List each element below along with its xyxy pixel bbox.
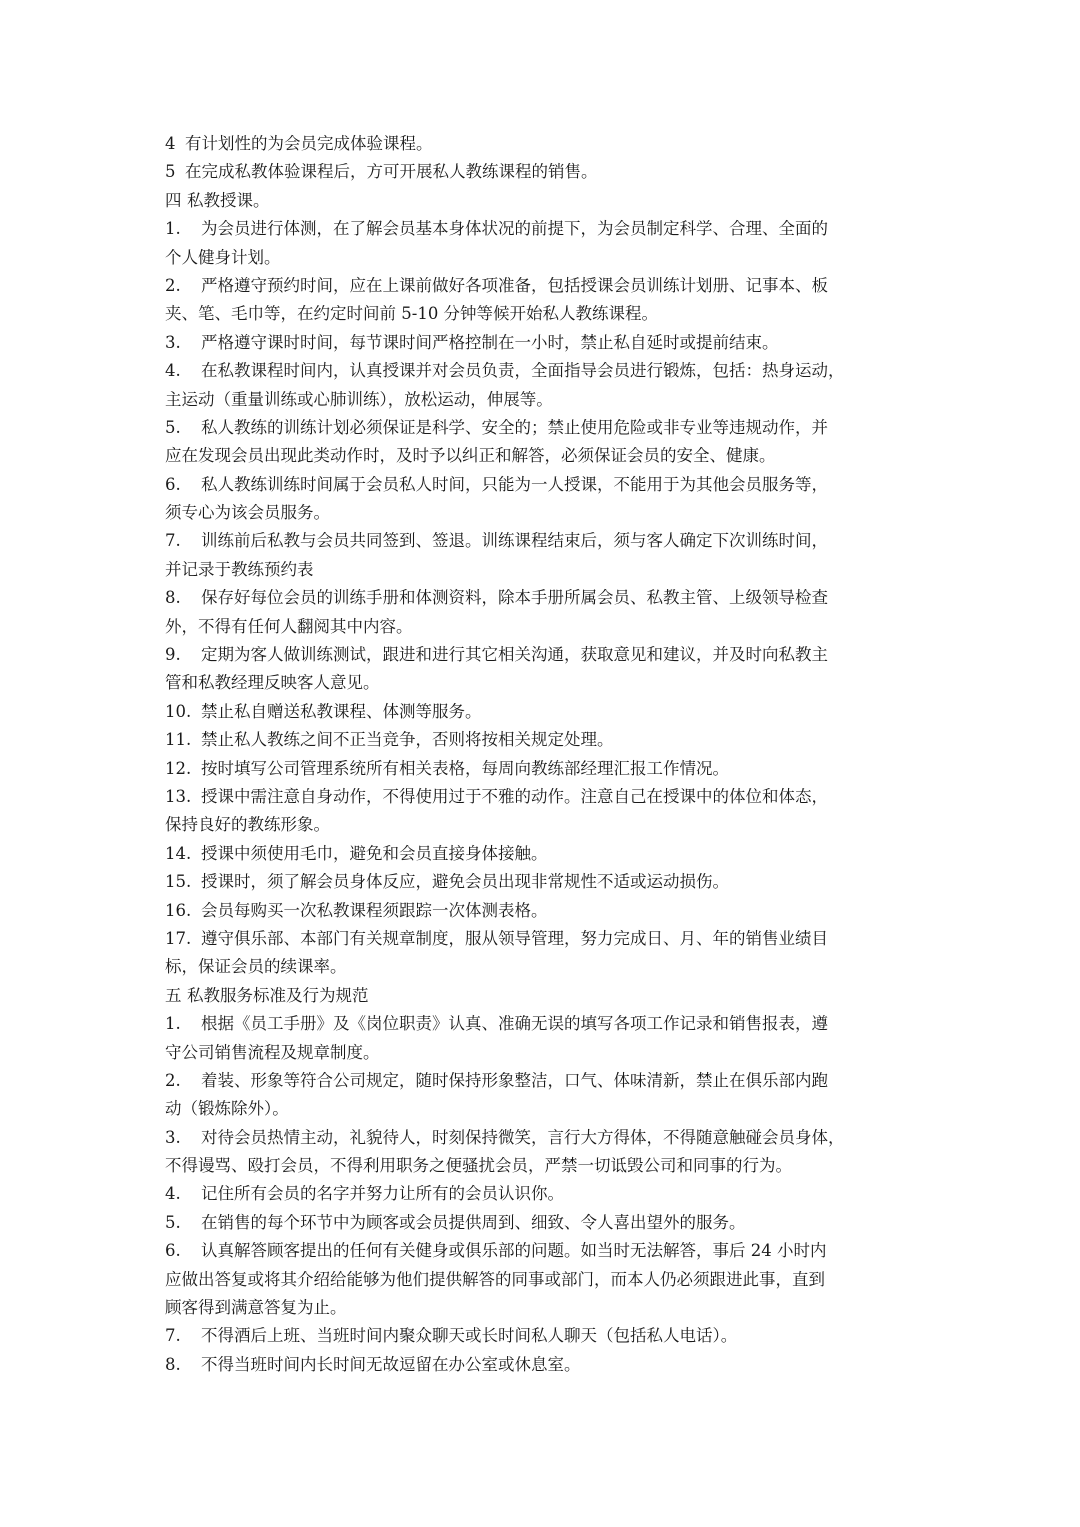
item-number: 6.	[165, 1241, 181, 1261]
item-continuation: 应做出答复或将其介绍给能够为他们提供解答的同事或部门，而本人仍必须跟进此事，直到	[165, 1269, 825, 1289]
list-item	[165, 414, 917, 471]
item-continuation: 顾客得到满意答复为止。	[165, 1298, 347, 1318]
list-item	[165, 527, 917, 584]
item-number: 17.	[165, 928, 192, 948]
item-number: 16.	[165, 900, 192, 920]
list-item	[165, 357, 917, 414]
item-number: 15.	[165, 872, 192, 892]
item-text: 在私教课程时间内，认真授课并对会员负责，全面指导会员进行锻炼，包括：热身运动，	[201, 361, 845, 381]
text-line	[165, 755, 917, 783]
section-heading	[165, 187, 917, 215]
text-line	[165, 641, 917, 669]
item-continuation: 守公司销售流程及规章制度。	[165, 1042, 380, 1062]
item-text: 在完成私教体验课程后，方可开展私人教练课程的销售。	[185, 162, 598, 182]
text-line	[165, 130, 917, 158]
list-item	[165, 471, 917, 528]
text-line	[165, 840, 917, 868]
item-number: 10.	[165, 701, 192, 721]
item-text: 定期为客人做训练测试，跟进和进行其它相关沟通，获取意见和建议，并及时向私教主	[201, 645, 828, 665]
item-number: 12.	[165, 758, 192, 778]
text-line	[165, 527, 917, 555]
document-page	[165, 130, 917, 1379]
item-continuation: 须专心为该会员服务。	[165, 503, 330, 523]
item-number: 3.	[165, 332, 181, 352]
item-text: 禁止私人教练之间不正当竞争，否则将按相关规定处理。	[201, 730, 614, 750]
text-line	[165, 897, 917, 925]
item-continuation: 主运动（重量训练或心肺训练），放松运动，伸展等。	[165, 389, 553, 409]
item-continuation: 个人健身计划。	[165, 247, 281, 267]
item-continuation: 并记录于教练预约表	[165, 559, 314, 579]
text-line	[165, 925, 917, 953]
item-number: 6.	[165, 474, 181, 494]
item-text: 授课中须使用毛巾，避免和会员直接身体接触。	[201, 843, 548, 863]
list-item	[165, 329, 917, 357]
list-item	[165, 215, 917, 272]
item-text: 私教授课。	[187, 190, 270, 210]
item-number: 7.	[165, 531, 181, 551]
item-text: 根据《员工手册》及《岗位职责》认真、准确无误的填写各项工作记录和销售报表，遵	[201, 1014, 828, 1034]
item-number: 7.	[165, 1326, 181, 1346]
item-text: 对待会员热情主动，礼貌待人，时刻保持微笑，言行大方得体，不得随意触碰会员身体，	[201, 1127, 845, 1147]
item-text: 按时填写公司管理系统所有相关表格，每周向教练部经理汇报工作情况。	[201, 758, 729, 778]
item-number: 3.	[165, 1127, 181, 1147]
item-continuation: 保持良好的教练形象。	[165, 815, 330, 835]
document-body	[165, 130, 917, 1379]
text-line	[165, 584, 917, 612]
list-item	[165, 925, 917, 982]
text-line	[165, 1209, 917, 1237]
item-text: 在销售的每个环节中为顾客或会员提供周到、细致、令人喜出望外的服务。	[201, 1212, 746, 1232]
item-text: 不得酒后上班、当班时间内聚众聊天或长时间私人聊天（包括私人电话）。	[201, 1326, 738, 1346]
item-number: 8.	[165, 1354, 181, 1374]
item-continuation: 标，保证会员的续课率。	[165, 957, 347, 977]
text-line	[165, 329, 917, 357]
item-continuation: 夹、笔、毛巾等，在约定时间前 5-10 分钟等候开始私人教练课程。	[165, 304, 659, 324]
item-number: 1.	[165, 219, 181, 239]
list-item	[165, 272, 917, 329]
text-line	[165, 783, 917, 811]
item-text: 不得当班时间内长时间无故逗留在办公室或休息室。	[201, 1354, 581, 1374]
text-line	[165, 215, 917, 243]
section-heading	[165, 982, 917, 1010]
list-item	[165, 1010, 917, 1067]
list-item	[165, 783, 917, 840]
list-item	[165, 1124, 917, 1181]
list-item	[165, 698, 917, 726]
item-number: 14.	[165, 843, 192, 863]
list-item	[165, 1067, 917, 1124]
item-text: 私教服务标准及行为规范	[187, 985, 369, 1005]
item-text: 会员每购买一次私教课程须跟踪一次体测表格。	[201, 900, 548, 920]
item-text: 着装、形象等符合公司规定，随时保持形象整洁，口气、体味清新，禁止在俱乐部内跑	[201, 1070, 828, 1090]
item-number: 1.	[165, 1014, 181, 1034]
item-text: 为会员进行体测，在了解会员基本身体状况的前提下，为会员制定科学、合理、全面的	[201, 219, 828, 239]
text-line	[165, 1351, 917, 1379]
item-number: 4.	[165, 1184, 181, 1204]
list-item	[165, 755, 917, 783]
item-text: 授课中需注意自身动作，不得使用过于不雅的动作。注意自己在授课中的体位和体态，	[201, 786, 828, 806]
list-item	[165, 868, 917, 896]
list-item	[165, 1209, 917, 1237]
item-continuation: 外，不得有任何人翻阅其中内容。	[165, 616, 413, 636]
item-number: 5.	[165, 1212, 181, 1232]
text-line	[165, 1180, 917, 1208]
item-number: 四	[165, 190, 182, 210]
item-text: 有计划性的为会员完成体验课程。	[185, 134, 433, 153]
item-text: 私人教练训练时间属于会员私人时间，只能为一人授课，不能用于为其他会员服务等，	[201, 474, 828, 494]
item-number: 4	[165, 134, 176, 153]
item-number: 2.	[165, 275, 181, 295]
list-item	[165, 1237, 917, 1322]
list-item	[165, 726, 917, 754]
item-number: 5.	[165, 417, 181, 437]
item-number: 13.	[165, 786, 192, 806]
item-text: 严格遵守预约时间，应在上课前做好各项准备，包括授课会员训练计划册、记事本、板	[201, 275, 828, 295]
item-number: 五	[165, 985, 182, 1005]
text-line	[165, 1237, 917, 1265]
text-line	[165, 187, 917, 215]
item-number: 11.	[165, 730, 192, 750]
text-line	[165, 1010, 917, 1038]
list-item	[165, 1180, 917, 1208]
list-item	[165, 130, 917, 158]
item-text: 私人教练的训练计划必须保证是科学、安全的；禁止使用危险或非专业等违规动作，并	[201, 417, 828, 437]
text-line	[165, 698, 917, 726]
item-text: 遵守俱乐部、本部门有关规章制度，服从领导管理，努力完成日、月、年的销售业绩目	[201, 928, 828, 948]
list-item	[165, 584, 917, 641]
text-line	[165, 158, 917, 186]
item-continuation: 动（锻炼除外）。	[165, 1099, 289, 1119]
item-number: 5	[165, 162, 176, 182]
item-number: 4.	[165, 361, 181, 381]
item-number: 2.	[165, 1070, 181, 1090]
text-line	[165, 1124, 917, 1152]
item-text: 记住所有会员的名字并努力让所有的会员认识你。	[201, 1184, 564, 1204]
text-line	[165, 272, 917, 300]
text-line	[165, 357, 917, 385]
text-line	[165, 868, 917, 896]
item-text: 授课时，须了解会员身体反应，避免会员出现非常规性不适或运动损伤。	[201, 872, 729, 892]
list-item	[165, 1322, 917, 1350]
item-continuation: 不得谩骂、殴打会员，不得利用职务之便骚扰会员，严禁一切诋毁公司和同事的行为。	[165, 1156, 792, 1176]
item-text: 严格遵守课时时间，每节课时间严格控制在一小时，禁止私自延时或提前结束。	[201, 332, 779, 352]
item-continuation: 应在发现会员出现此类动作时，及时予以纠正和解答，必须保证会员的安全、健康。	[165, 446, 776, 466]
list-item	[165, 897, 917, 925]
item-text: 禁止私自赠送私教课程、体测等服务。	[201, 701, 482, 721]
item-continuation: 管和私教经理反映客人意见。	[165, 673, 380, 693]
list-item	[165, 158, 917, 186]
text-line	[165, 471, 917, 499]
text-line	[165, 726, 917, 754]
item-number: 9.	[165, 645, 181, 665]
text-line	[165, 414, 917, 442]
text-line	[165, 1067, 917, 1095]
text-line	[165, 1322, 917, 1350]
list-item	[165, 840, 917, 868]
item-number: 8.	[165, 588, 181, 608]
list-item	[165, 1351, 917, 1379]
item-text: 保存好每位会员的训练手册和体测资料，除本手册所属会员、私教主管、上级领导检查	[201, 588, 828, 608]
text-line	[165, 982, 917, 1010]
item-text: 训练前后私教与会员共同签到、签退。训练课程结束后，须与客人确定下次训练时间，	[201, 531, 828, 551]
list-item	[165, 641, 917, 698]
item-text: 认真解答顾客提出的任何有关健身或俱乐部的问题。如当时无法解答，事后 24 小时内	[201, 1241, 827, 1261]
